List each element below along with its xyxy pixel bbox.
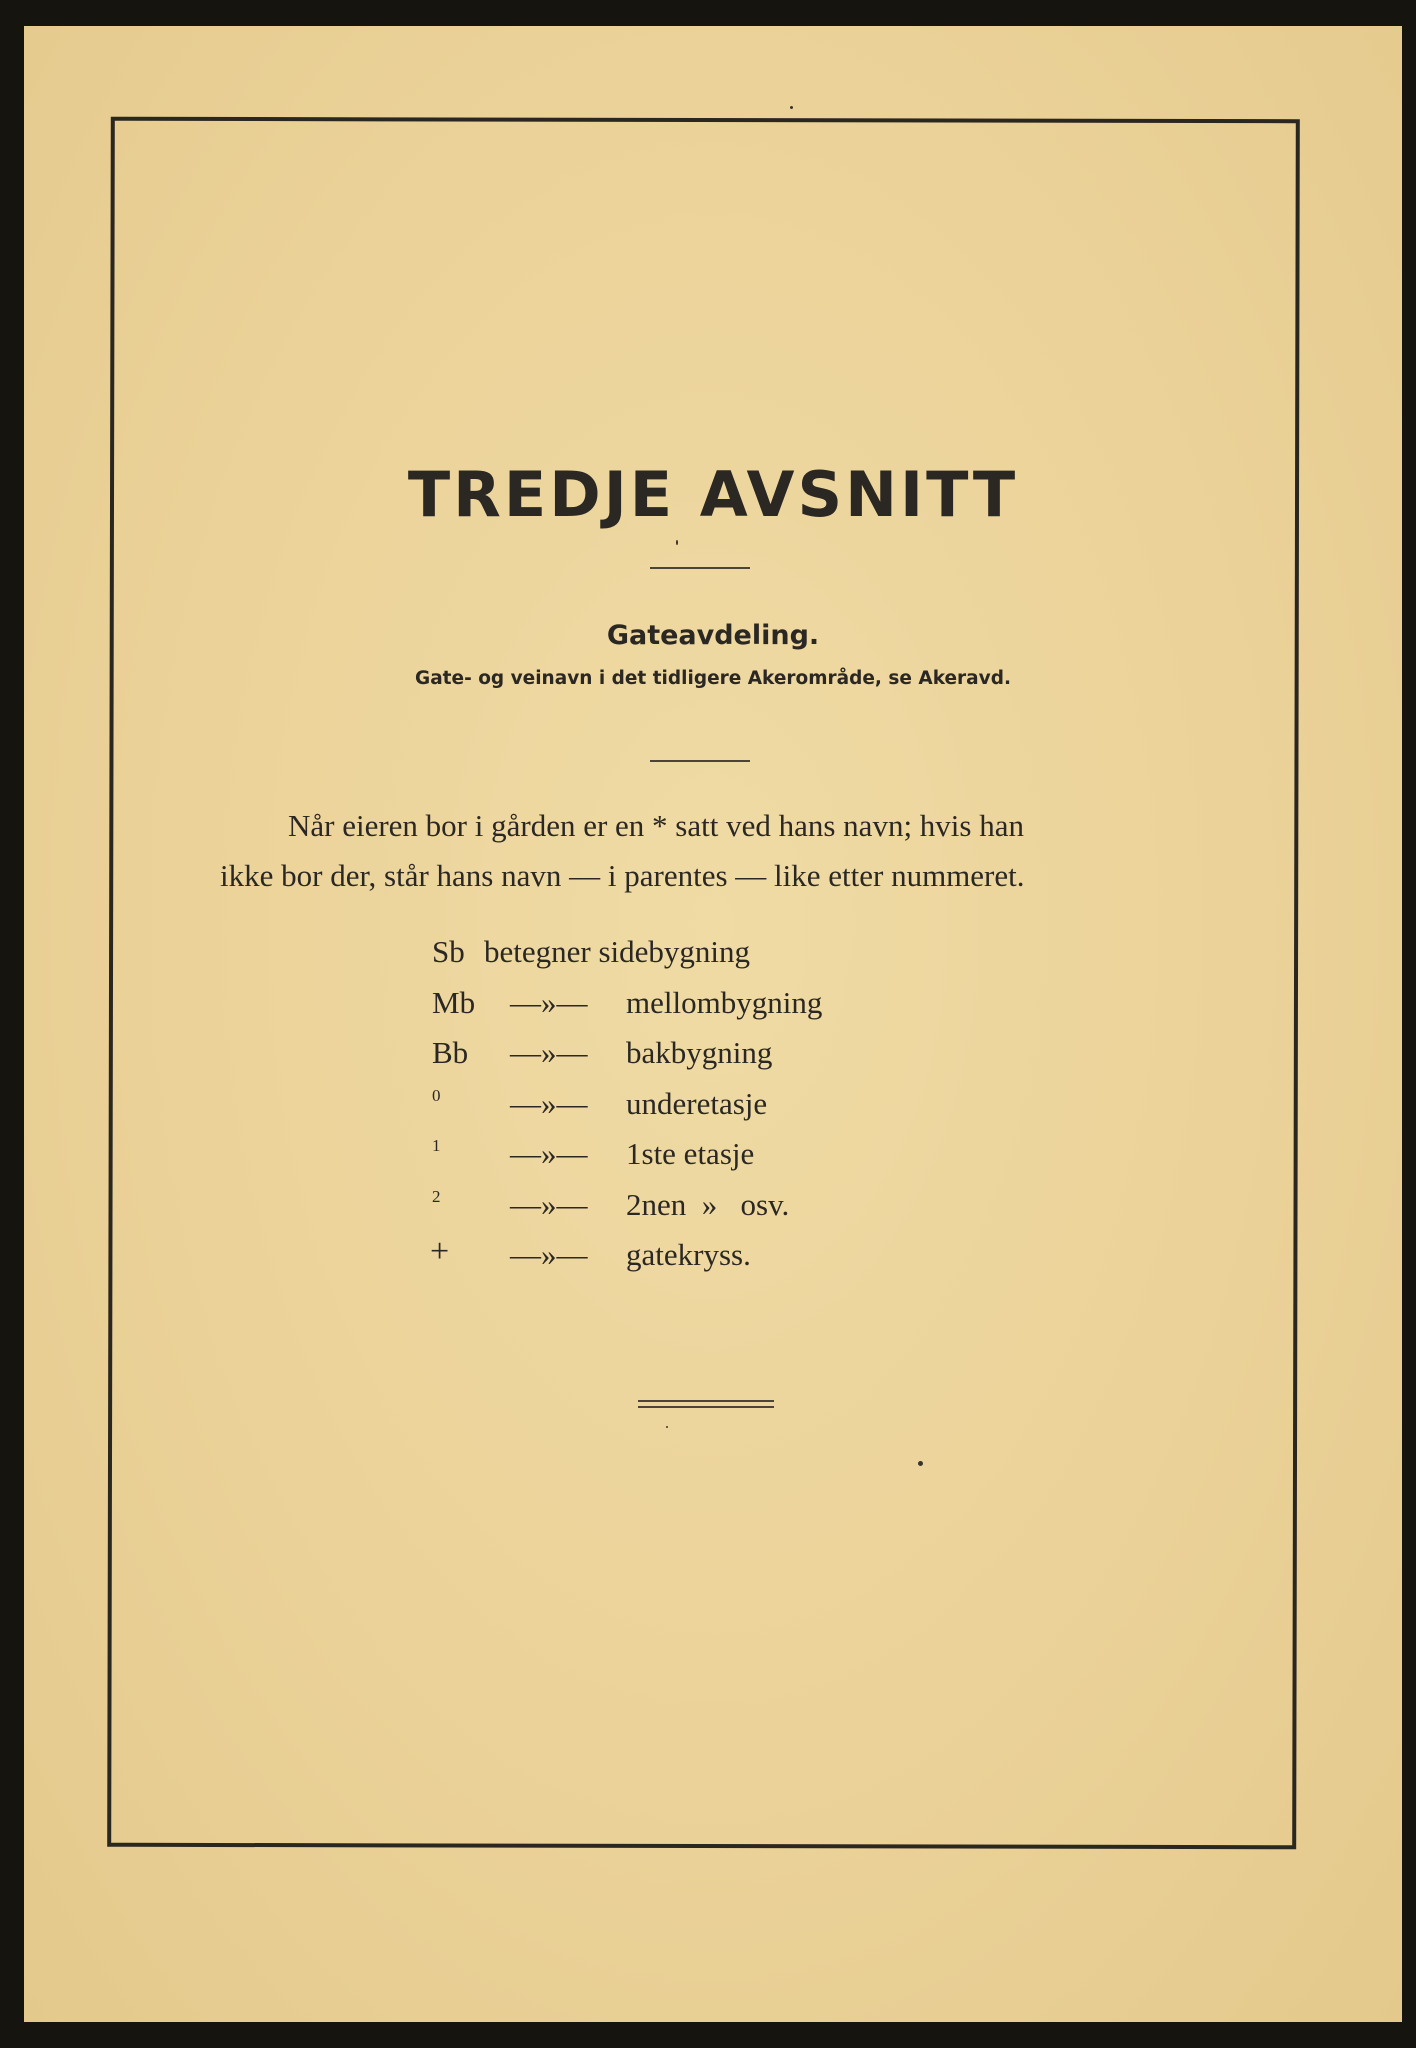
legend-definition: mellombygning [626, 984, 823, 1020]
intro-line-1: Når eieren bor i gården er en * satt ved hans navn; hvis han [288, 808, 1024, 843]
intro-line-2: ikke bor der, står hans navn — i parentes — like etter nummeret. [220, 858, 1025, 893]
paper-speck [918, 1461, 923, 1466]
paper-speck [676, 540, 678, 545]
legend-definition: betegner sidebygning [484, 934, 751, 969]
document-page [24, 26, 1402, 2022]
legend-key: Mb [432, 984, 476, 1020]
section-title: TREDJE AVSNITT [407, 458, 1019, 531]
section-subtitle: Gateavdeling. [606, 620, 820, 651]
legend-key: Sb [432, 934, 465, 969]
legend-definition: gatekryss. [626, 1237, 751, 1272]
ditto-mark: —»— [510, 1085, 588, 1121]
legend-key: 0 [432, 1085, 441, 1105]
ditto-mark: —»— [510, 1035, 588, 1070]
ditto-mark: —»— [510, 1186, 588, 1222]
ditto-mark: —»— [510, 1136, 588, 1171]
legend-key: + [430, 1233, 450, 1270]
ditto-mark: —»— [510, 984, 588, 1020]
legend-key: Bb [432, 1035, 469, 1070]
section-note: Gate- og veinavn i det tidligere Akerområde, se Akeravd. [415, 668, 1011, 689]
paper-speck [666, 1426, 668, 1428]
end-rule-top [638, 1400, 774, 1402]
legend-definition: 2nen » osv. [626, 1186, 790, 1222]
intro-paragraph [220, 801, 1240, 901]
end-rule-bottom [638, 1406, 774, 1408]
paper-speck [790, 106, 793, 109]
page-border-frame [107, 117, 1300, 1849]
legend-key: 1 [432, 1136, 441, 1155]
divider-rule [650, 567, 750, 569]
legend-definition: underetasje [626, 1085, 768, 1121]
legend-definition: 1ste etasje [626, 1136, 755, 1171]
legend-definition: bakbygning [626, 1035, 773, 1070]
divider-rule [650, 760, 750, 762]
legend-key: 2 [432, 1186, 441, 1206]
ditto-mark: —»— [510, 1237, 588, 1272]
